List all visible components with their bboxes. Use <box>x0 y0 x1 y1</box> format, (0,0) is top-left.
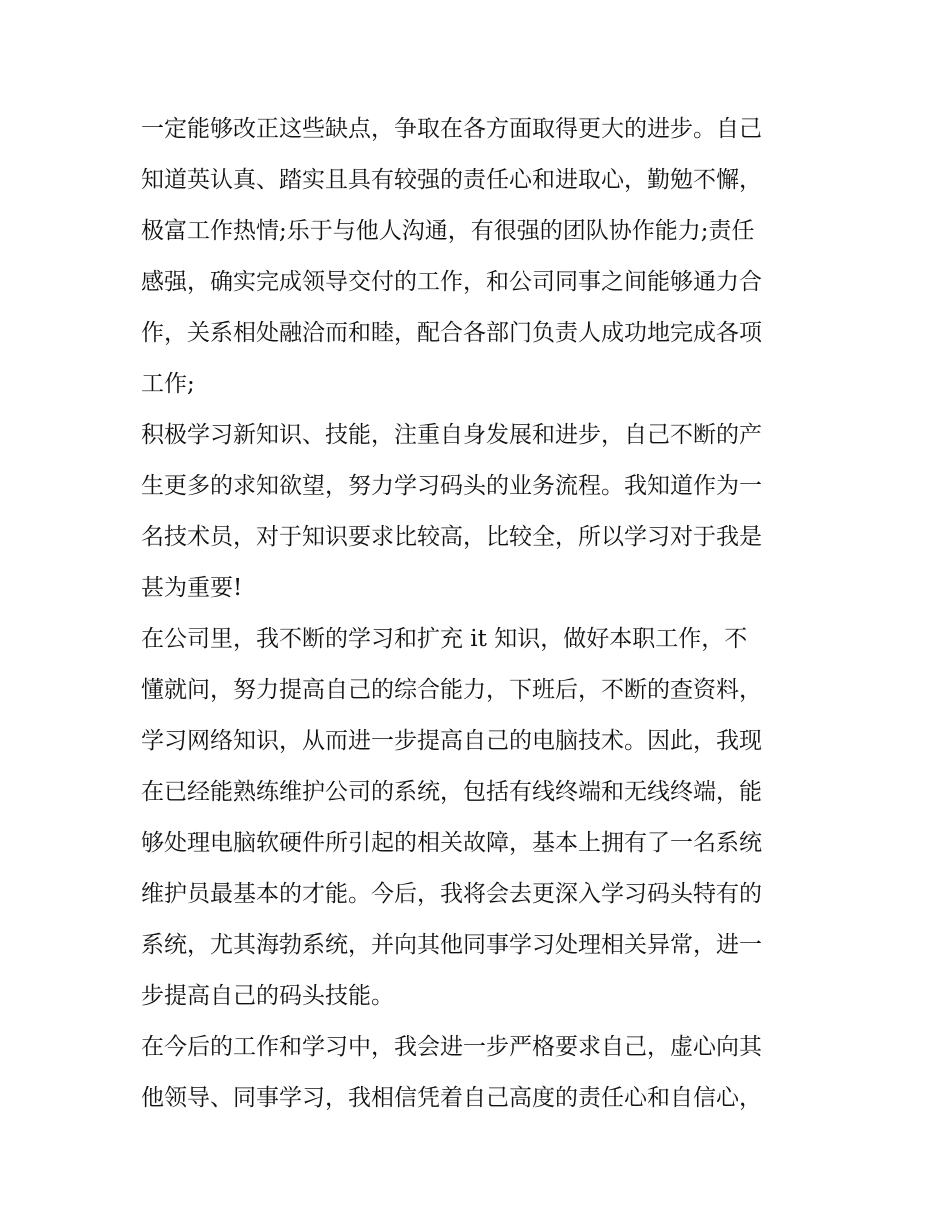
text-line: 感强，确实完成领导交付的工作，和公司同事之间能够通力合 <box>141 269 762 295</box>
text-line: 知道英认真、踏实且具有较强的责任心和进取心，勤勉不懈， <box>141 167 762 193</box>
text-line: 维护员最基本的才能。今后，我将会去更深入学习码头特有的 <box>141 881 762 907</box>
paragraph-learning <box>141 410 813 614</box>
text-line: 在公司里，我不断的学习和扩充 it 知识，做好本职工作，不 <box>141 626 748 652</box>
text-line: 他领导、同事学习，我相信凭着自己高度的责任心和自信心， <box>141 1085 762 1111</box>
text-line: 甚为重要! <box>141 575 243 601</box>
text-line: 学习网络知识，从而进一步提高自己的电脑技术。因此，我现 <box>141 728 762 754</box>
text-line: 一定能够改正这些缺点，争取在各方面取得更大的进步。自己 <box>141 116 762 142</box>
text-line: 名技术员，对于知识要求比较高，比较全，所以学习对于我是 <box>141 524 762 550</box>
text-line: 极富工作热情;乐于与他人沟通，有很强的团队协作能力;责任 <box>141 218 755 244</box>
document-body <box>141 104 813 1124</box>
text-line: 懂就问，努力提高自己的综合能力，下班后，不断的查资料， <box>141 677 762 703</box>
text-line: 生更多的求知欲望，努力学习码头的业务流程。我知道作为一 <box>141 473 762 499</box>
text-line: 在已经能熟练维护公司的系统，包括有线终端和无线终端，能 <box>141 779 762 805</box>
text-line: 步提高自己的码头技能。 <box>141 983 394 1009</box>
paragraph-company-work <box>141 614 813 1022</box>
paragraph-future-plans <box>141 1022 813 1124</box>
text-line: 在今后的工作和学习中，我会进一步严格要求自己，虚心向其 <box>141 1034 762 1060</box>
paragraph-self-assessment <box>141 104 813 410</box>
text-line: 够处理电脑软硬件所引起的相关故障，基本上拥有了一名系统 <box>141 830 762 856</box>
text-line: 积极学习新知识、技能，注重自身发展和进步，自己不断的产 <box>141 422 762 448</box>
text-line: 作，关系相处融洽而和睦，配合各部门负责人成功地完成各项 <box>141 320 762 346</box>
text-line: 工作; <box>141 371 195 397</box>
text-line: 系统，尤其海勃系统，并向其他同事学习处理相关异常，进一 <box>141 932 762 958</box>
